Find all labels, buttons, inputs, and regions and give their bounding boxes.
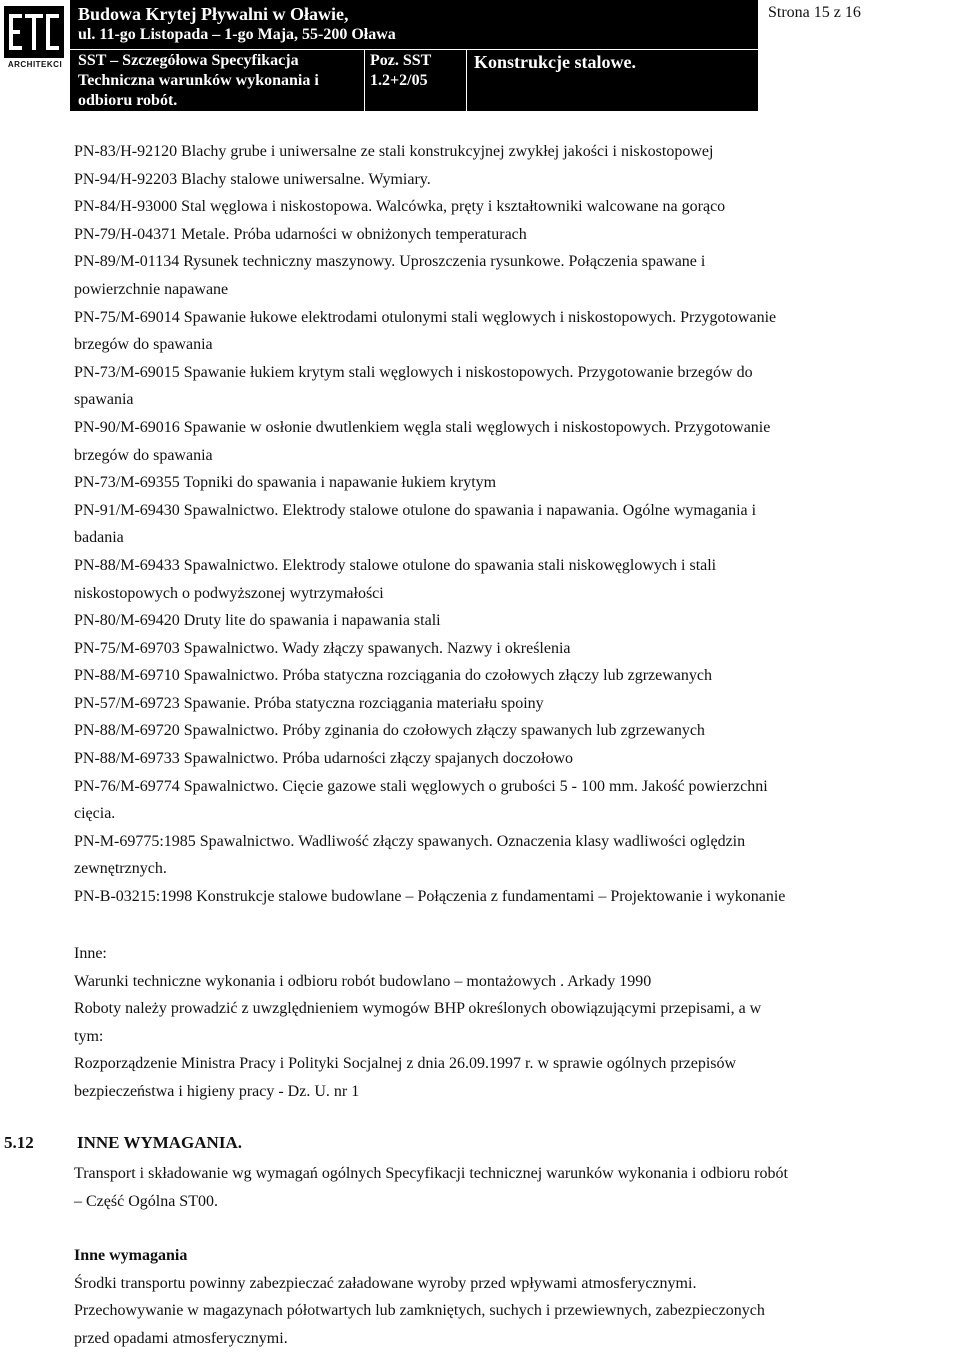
standard-line: brzegów do spawania xyxy=(74,446,213,464)
section-title: INNE WYMAGANIA. xyxy=(77,1133,242,1152)
standard-line: PN-M-69775:1985 Spawalnictwo. Wadliwość złączy spawanych. Oznaczenia klasy wadliwości oględzin xyxy=(74,832,746,850)
standard-line: PN-75/M-69014 Spawanie łukowe elektrodami otulonymi stali węglowych i niskostopowych. Przygotowanie xyxy=(74,308,777,326)
standard-line: PN-94/H-92203 Blachy stalowe uniwersalne. Wymiary. xyxy=(74,170,431,188)
header-divider xyxy=(364,49,365,111)
project-title: Budowa Krytej Pływalni w Oławie, xyxy=(78,4,349,24)
standard-line: PN-89/M-01134 Rysunek techniczny maszynowy. Uproszczenia rysunkowe. Połączenia spawane i xyxy=(74,253,706,271)
standard-line: PN-73/M-69015 Spawanie łukiem krytym stali węglowych i niskostopowych. Przygotowanie brzegów do xyxy=(74,363,753,381)
spec-title-line2: Techniczna warunków wykonania i xyxy=(78,72,319,89)
standard-line: PN-83/H-92120 Blachy grube i uniwersalne ze stali konstrukcyjnej zwykłej jakości i niskostopowej xyxy=(74,143,714,160)
standard-line: brzegów do spawania xyxy=(74,336,213,354)
page-header xyxy=(0,0,960,111)
standard-line: zewnętrznych. xyxy=(74,860,167,878)
section-line: – Część Ogólna ST00. xyxy=(74,1192,218,1210)
sub-section-line: Środki transportu powinny zabezpieczać załadowane wyroby przed wpływami atmosferycznymi. xyxy=(74,1274,697,1292)
subject-title: Konstrukcje stalowe. xyxy=(474,52,636,72)
standard-line: PN-90/M-69016 Spawanie w osłonie dwutlenkiem węgla stali węglowych i niskostopowych. Przygotowanie xyxy=(74,418,771,436)
standard-line: PN-88/M-69433 Spawalnictwo. Elektrody stalowe otulone do spawania stali niskowęglowych i stali xyxy=(74,556,717,574)
standard-line: cięcia. xyxy=(74,805,116,823)
standard-line: PN-88/M-69710 Spawalnictwo. Próba statyczna rozciągania do czołowych złączy lub zgrzewanych xyxy=(74,667,712,685)
standard-line: PN-73/M-69355 Topniki do spawania i napawanie łukiem krytym xyxy=(74,474,497,492)
standard-line: PN-88/M-69720 Spawalnictwo. Próby zginania do czołowych złączy spawanych lub zgrzewanych xyxy=(74,722,705,740)
standard-line: PN-88/M-69733 Spawalnictwo. Próba udarności złączy spajanych doczołowo xyxy=(74,750,573,768)
other-line: bezpieczeństwa i higieny pracy - Dz. U. nr 1 xyxy=(74,1082,360,1100)
standard-line: PN-75/M-69703 Spawalnictwo. Wady złączy spawanych. Nazwy i określenia xyxy=(74,639,571,657)
standard-line: badania xyxy=(74,529,124,547)
standard-line: powierzchnie napawane xyxy=(74,280,229,298)
standard-line: PN-91/M-69430 Spawalnictwo. Elektrody stalowe otulone do spawania i napawania. Ogólne wymagania i xyxy=(74,501,757,519)
standard-line: PN-76/M-69774 Spawalnictwo. Cięcie gazowe stali węglowych o grubości 5 - 100 mm. Jakość powierzchni xyxy=(74,777,768,795)
other-line: Rozporządzenie Ministra Pracy i Polityki Socjalnej z dnia 26.09.1997 r. w sprawie ogólnych przepisów xyxy=(74,1055,737,1073)
header-band xyxy=(70,0,758,111)
standard-line: niskostopowych o podwyższonej wytrzymałości xyxy=(74,584,384,602)
spec-title-line1: SST – Szczegółowa Specyfikacja xyxy=(78,52,299,69)
standards-list xyxy=(74,138,958,911)
other-requirements xyxy=(74,940,958,1106)
section-line: Transport i składowanie wg wymagań ogólnych Specyfikacji technicznej warunków wykonania i odbioru robót xyxy=(74,1165,788,1182)
sub-section-line: Przechowywanie w magazynach półotwartych lub zamkniętych, suchych i przewiewnych, zabezpieczonych xyxy=(74,1302,765,1320)
standard-line: PN-B-03215:1998 Konstrukcje stalowe budowlane – Połączenia z fundamentami – Projektowanie i wykonanie xyxy=(74,888,786,906)
spec-title-line3: odbioru robót. xyxy=(78,92,178,109)
standard-line: PN-79/H-04371 Metale. Próba udarności w obniżonych temperaturach xyxy=(74,225,527,243)
standard-line: PN-84/H-93000 Stal węglowa i niskostopowa. Walcówka, pręty i kształtowniki walcowane na gorąco xyxy=(74,198,726,216)
standard-line: PN-57/M-69723 Spawanie. Próba statyczna rozciągania materiału spoiny xyxy=(74,694,544,712)
section-number: 5.12 xyxy=(4,1133,34,1152)
other-line: Warunki techniczne wykonania i odbioru robót budowlano – montażowych . Arkady 1990 xyxy=(74,972,652,990)
standard-line: spawania xyxy=(74,391,134,409)
other-line: Roboty należy prowadzić z uwzględnieniem wymogów BHP określonych obowiązującymi przepisami, a w xyxy=(74,1000,762,1018)
sub-section-title: Inne wymagania xyxy=(74,1247,188,1264)
project-address: ul. 11-go Listopada – 1-go Maja, 55-200 Oława xyxy=(78,26,396,43)
header-divider xyxy=(466,49,467,111)
other-label: Inne: xyxy=(74,945,107,962)
company-logo xyxy=(0,0,71,111)
poz-number: 1.2+2/05 xyxy=(370,72,428,89)
section-body xyxy=(74,1160,958,1215)
page-number: Strona 15 z 16 xyxy=(768,4,861,21)
poz-label: Poz. SST xyxy=(370,52,432,69)
etc-logo-icon xyxy=(4,6,64,58)
logo-caption: ARCHITEKCI xyxy=(7,60,63,69)
sub-section xyxy=(74,1242,958,1352)
standard-line: PN-80/M-69420 Druty lite do spawania i napawania stali xyxy=(74,612,441,630)
header-divider xyxy=(70,49,758,50)
sub-section-line: przed opadami atmosferycznymi. xyxy=(74,1329,288,1347)
other-line: tym: xyxy=(74,1027,104,1045)
